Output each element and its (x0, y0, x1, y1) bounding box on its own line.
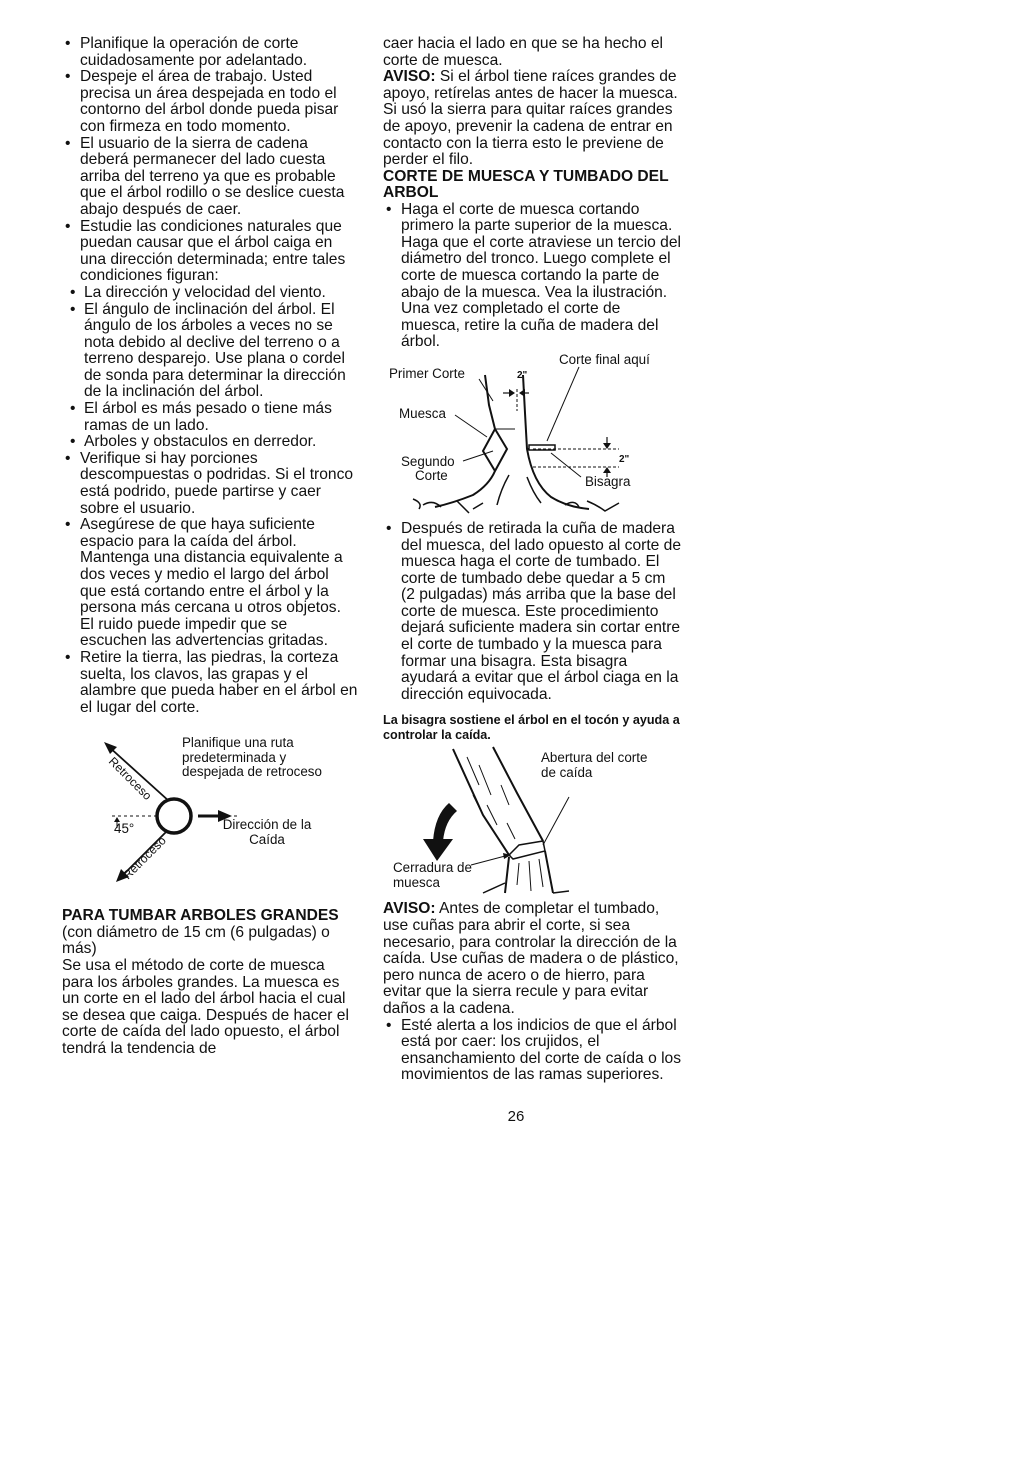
notch-close-label: Cerradura de muesca (393, 860, 472, 890)
dimension-top: 2" (517, 369, 528, 381)
list-item: • Asegúrese de que haya suficiente espacio para la caída del árbol. Mantenga una distancia equivalente a dos veces y medio el largo del árbol que está cortando entre el árbol y la persona más cercana u otros objetos. El ruido puede impedir que se escuchen las advertencias gritadas. (62, 517, 358, 650)
section-heading-notch: CORTE DE MUESCA Y TUMBADO DEL ARBOL (383, 167, 669, 202)
sub-list-item: • Arboles y obstaculos en derredor. (66, 434, 358, 451)
section-heading-large-trees: PARA TUMBAR ARBOLES GRANDES (62, 907, 339, 925)
right-column (383, 36, 683, 1084)
falling-tree-figure (383, 745, 683, 895)
fall-direction-label: Dirección de la Caída (222, 817, 312, 847)
angle-label: 45° (114, 821, 135, 837)
list-item: • Verifique si hay porciones descompuestas o podridas. Si el tronco está podrido, puede partirse y caer sobre el usuario. (62, 451, 358, 517)
plan-route-label: Planifique una ruta predeterminada y despejada de retroceso (182, 735, 322, 780)
sub-list-item: • La dirección y velocidad del viento. (66, 285, 358, 302)
paragraph-continuation: caer hacia el lado en que se ha hecho el corte de muesca. (383, 35, 664, 69)
final-cut-label: Corte final aquí (559, 351, 650, 367)
warning-text: Antes de completar el tumbado, use cuñas para abrir el corte, si sea necesario, para controlar la dirección de la caída. Use cuñas de madera o de plástico, pero nunca de acero o de hierro, para evitar que la sierra recule y para evitar daños a la cadena. (383, 900, 679, 1017)
bullet-list-1 (62, 36, 358, 716)
sub-list-item: • El árbol es más pesado o tiene más ramas de un lado. (66, 401, 358, 434)
list-item: • Retire la tierra, las piedras, la corteza suelta, los clavos, las grapas y el alambre que pueda haber en el árbol en el lugar del corte. (62, 650, 358, 716)
notch-label: Muesca (399, 405, 446, 421)
warning-label: AVISO: (383, 900, 436, 918)
list-item-text: Estudie las condiciones naturales que puedan causar que el árbol caiga en una dirección determinada; entre tales condiciones figuran: (80, 217, 346, 285)
hinge-label: Bisagra (585, 473, 631, 489)
page-number: 26 (507, 1108, 525, 1125)
second-cut-label (401, 455, 455, 484)
retreat-label-bottom: Retroceso (120, 833, 169, 883)
dimension-right: 2" (619, 453, 630, 465)
cut-label: Corte (415, 468, 448, 484)
sub-bullet-list (66, 285, 358, 451)
list-item (62, 219, 358, 451)
retreat-label-top: Retroceso (105, 754, 155, 804)
notch-method-paragraph: Se usa el método de corte de muesca para los árboles grandes. La muesca es un corte en el lado del árbol hacia el cual se desea que caiga. Después de hacer el corte de caída del lado opuesto, el árbol tendrá la tendencia de (62, 956, 349, 1057)
list-item: • Despeje el área de trabajo. Usted precisa un área despejada en todo el contorno del árbol donde pueda pisar con firmeza en todo momento. (62, 69, 358, 135)
second-label: Segundo (401, 453, 455, 469)
list-item: • El usuario de la sierra de cadena deberá permanecer del lado cuesta arriba del terreno ya que es probable que el árbol rodillo o se deslice cuesta abajo después de caer. (62, 136, 358, 219)
list-item: • Después de retirada la cuña de madera del muesca, del lado opuesto al corte de muesca haga el corte de tumbado. El corte de tumbado debe quedar a 5 cm (2 pulgadas) más arriba que la base del corte de muesca. Este procedimiento dejará suficiente madera sin cortar entre el corte de tumbado y la muesca para formar una bisagra. Esta bisagra ayudará a evitar que el árbol ciaga en la dirección equivocada. (383, 521, 683, 704)
diameter-note: (con diámetro de 15 cm (6 pulgadas) o más) (62, 923, 330, 958)
sub-list-item: • El ángulo de inclinación del árbol. El ángulo de los árboles a veces no se nota debido al declive del terreno o a terreno desparejo. Use plana o cordel de sonda para determinar la dirección de la inclinación del árbol. (66, 302, 358, 402)
list-item: • Esté alerta a los indicios de que el árbol está por caer: los crujidos, el ensanchamiento del corte de caída o los movimientos de las ramas superiores. (383, 1018, 683, 1084)
warning-wedges (383, 901, 683, 1017)
warning-text: Si el árbol tiene raíces grandes de apoyo, retírelas antes de hacer la muesca. Si usó la sierra para quitar raíces grandes de apoyo, prevenir la cadena de entrar en contacto con la tierra esto le previene de perder el filo. (383, 68, 678, 169)
felling-bullets (383, 521, 683, 704)
notch-bullets (383, 202, 683, 351)
list-item: • Planifique la operación de corte cuidadosamente por adelantado. (62, 36, 358, 69)
first-cut-label: Primer Corte (389, 365, 465, 381)
warning-roots (383, 69, 683, 169)
hinge-caption: La bisagra sostiene el árbol en el tocón y ayuda a controlar la caída. (383, 713, 680, 743)
list-item: • Haga el corte de muesca cortando primero la parte superior de la muesca. Haga que el corte atraviese un tercio del diámetro del tronco. Luego complete el corte de muesca cortando la parte de abajo de la muesca. Vea la ilustración. Una vez completado el corte de muesca, retire la cuña de madera del árbol. (383, 202, 683, 351)
retreat-path-figure (62, 736, 362, 894)
warning-label: AVISO: (383, 68, 436, 86)
notch-cut-figure (383, 353, 683, 515)
left-column (62, 36, 358, 1058)
opening-label: Abertura del corte de caída (541, 750, 648, 780)
alert-bullets (383, 1018, 683, 1084)
